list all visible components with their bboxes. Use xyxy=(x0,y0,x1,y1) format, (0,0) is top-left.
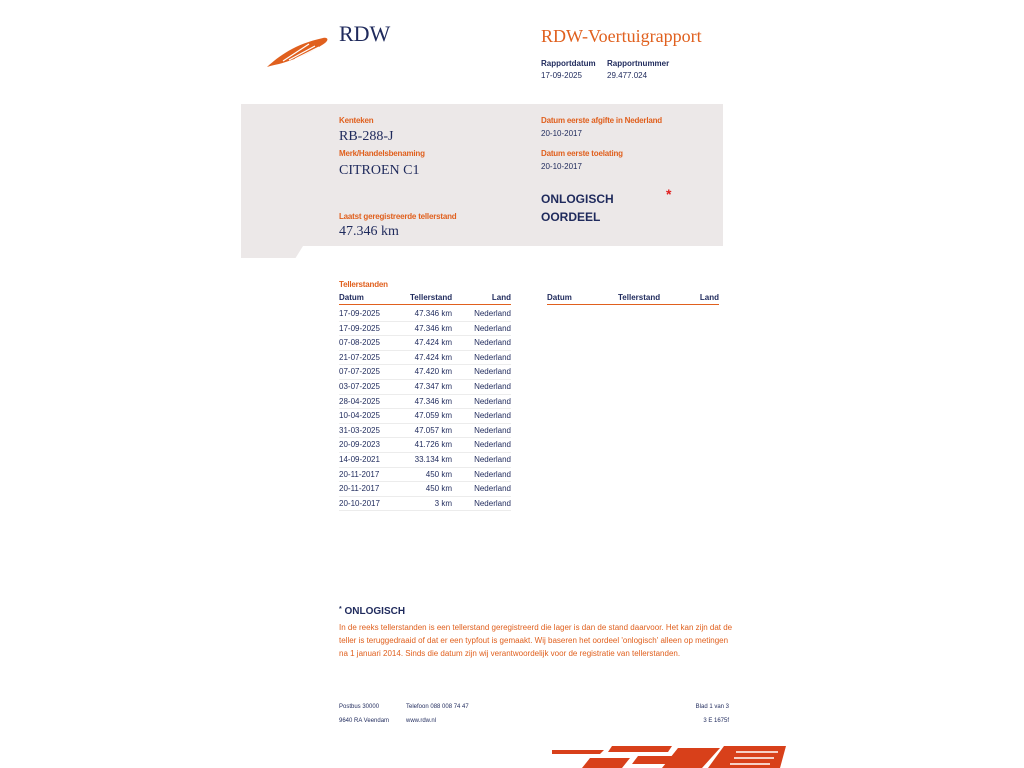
rdw-feather-logo xyxy=(265,34,331,70)
table-row: 17-09-2025 47.346 km Nederland xyxy=(339,321,511,337)
make-label: Merk/Handelsbenaming xyxy=(339,149,425,158)
readings-table-body xyxy=(339,306,511,516)
decorative-stripes xyxy=(552,744,786,768)
note-asterisk: * xyxy=(339,606,342,613)
note-title-text: ONLOGISCH xyxy=(344,606,406,617)
report-number-label: Rapportnummer xyxy=(607,59,670,68)
footer-address-1: Postbus 30000 xyxy=(339,704,380,710)
col-country: Land xyxy=(699,293,719,302)
note-text: In de reeks tellerstanden is een tellerstand geregistreerd die lager is dan de stand daarvoor. Het kan zijn dat de teller is teruggedraaid of dat er een typfout is gemaakt. Wij baseren het oordeel 'onlogisch' alleen op metingen na 1 januari 2014. Sinds die datum zijn wij verantwoordelijk voor de registratie van tellerstanden. xyxy=(339,623,733,658)
first-issue-label: Datum eerste afgifte in Nederland xyxy=(541,116,662,125)
report-date: 17-09-2025 xyxy=(541,71,582,80)
verdict-line-2: OORDEEL xyxy=(541,210,601,224)
readings-header-left xyxy=(339,292,511,305)
vehicle-summary-panel xyxy=(241,104,723,246)
note-title xyxy=(339,606,405,617)
readings-title: Tellerstanden xyxy=(339,280,388,289)
col-date: Datum xyxy=(547,293,572,302)
table-row: 14-09-2021 33.134 km Nederland xyxy=(339,452,511,468)
table-row: 17-09-2025 47.346 km Nederland xyxy=(339,306,511,322)
footer-web-link[interactable]: www.rdw.nl xyxy=(406,718,437,724)
table-row: 20-11-2017 450 km Nederland xyxy=(339,481,511,497)
report-number: 29.477.024 xyxy=(607,71,648,80)
col-reading: Tellerstand xyxy=(618,293,661,302)
table-row: 03-07-2025 47.347 km Nederland xyxy=(339,379,511,395)
col-reading: Tellerstand xyxy=(410,293,453,302)
table-row: 07-07-2025 47.420 km Nederland xyxy=(339,364,511,380)
table-row: 20-10-2017 3 km Nederland xyxy=(339,496,511,512)
report-title: RDW-Voertuigrapport xyxy=(541,26,702,46)
odometer-value: 47.346 km xyxy=(339,224,399,239)
table-row: 07-08-2025 47.424 km Nederland xyxy=(339,335,511,351)
footer-address-2: 9640 RA Veendam xyxy=(339,718,390,724)
plate-value: RB-288-J xyxy=(339,129,394,144)
col-date: Datum xyxy=(339,293,364,302)
table-row: 20-09-2023 41.726 km Nederland xyxy=(339,437,511,453)
table-row: 20-11-2017 450 km Nederland xyxy=(339,467,511,483)
first-issue-value: 20-10-2017 xyxy=(541,129,582,138)
make-value: CITROEN C1 xyxy=(339,163,420,178)
col-country: Land xyxy=(491,293,511,302)
verdict-line-1: ONLOGISCH xyxy=(541,192,614,206)
brand-name: RDW xyxy=(339,21,391,46)
table-row: 31-03-2025 47.057 km Nederland xyxy=(339,423,511,439)
plate-label: Kenteken xyxy=(339,116,374,125)
verdict-asterisk: * xyxy=(666,186,672,202)
footer-code: 3 E 1675f xyxy=(703,718,729,724)
footer-phone: Telefoon 088 008 74 47 xyxy=(406,704,469,710)
odometer-label: Laatst geregistreerde tellerstand xyxy=(339,212,457,221)
first-admission-value: 20-10-2017 xyxy=(541,162,582,171)
panel-tail xyxy=(241,246,303,258)
first-admission-label: Datum eerste toelating xyxy=(541,149,623,158)
footer-page-number: Blad 1 van 3 xyxy=(695,704,729,710)
table-row: 28-04-2025 47.346 km Nederland xyxy=(339,394,511,410)
table-row: 21-07-2025 47.424 km Nederland xyxy=(339,350,511,366)
report-date-label: Rapportdatum xyxy=(541,59,596,68)
readings-header-right xyxy=(547,292,719,305)
table-row: 10-04-2025 47.059 km Nederland xyxy=(339,408,511,424)
